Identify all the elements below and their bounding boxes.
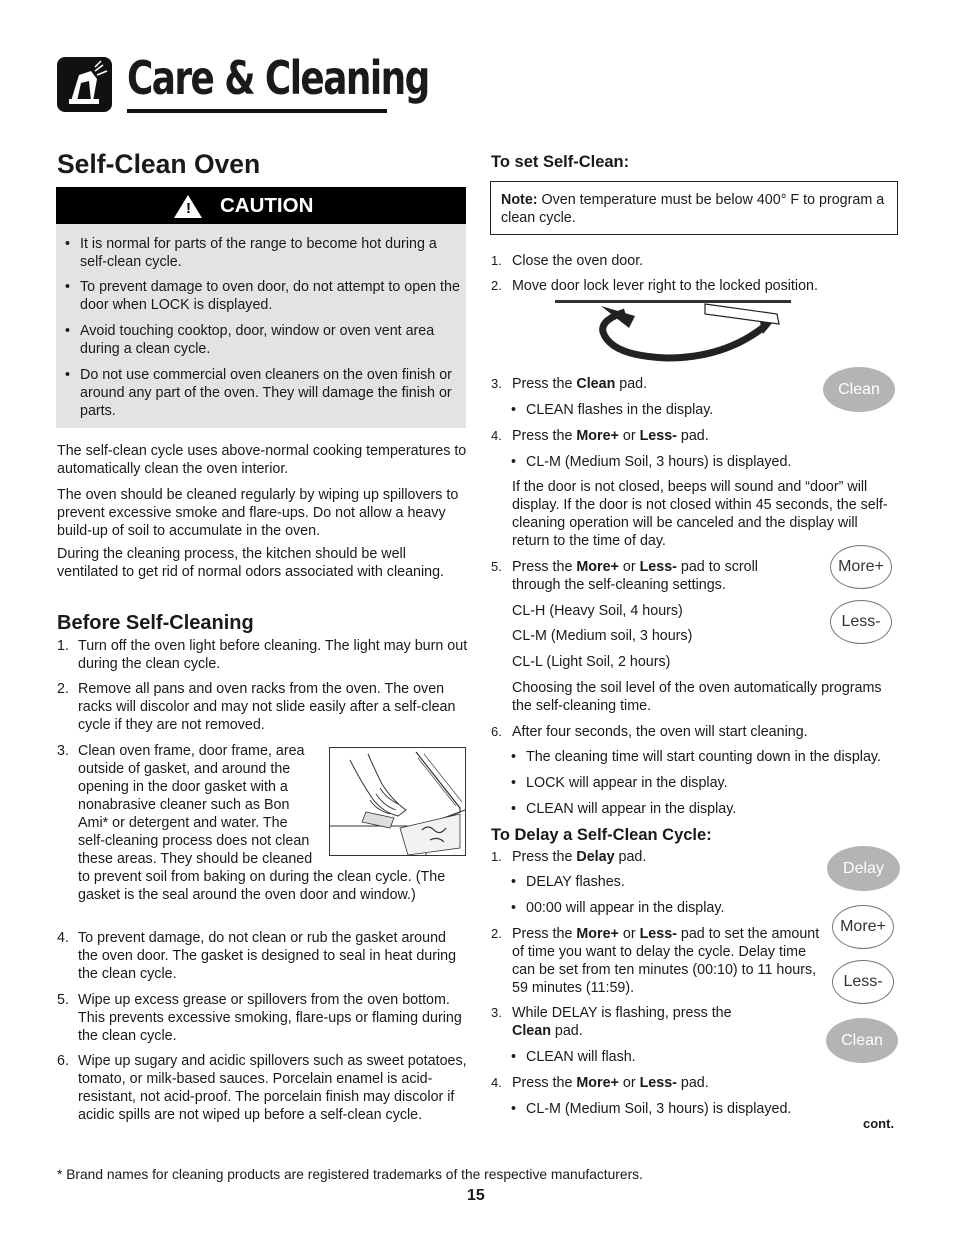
more-pad-button: More+ [832, 905, 894, 949]
list-item: After four seconds, the oven will start cleaning. [512, 724, 808, 740]
less-pad-button: Less- [832, 960, 894, 1004]
header-rule [127, 109, 387, 113]
list-item: Press the More+ or Less- pad. [512, 1075, 709, 1091]
bullet-item: • CLEAN will appear in the display. [526, 800, 906, 818]
soil-option: CL-M (Medium soil, 3 hours) [512, 628, 693, 644]
intro-paragraph: During the cleaning process, the kitchen should be well ventilated to get rid of normal odors associated with cleaning. [57, 546, 445, 580]
bullet-item: • DELAY flashes. [526, 873, 826, 891]
less-pad-button: Less- [830, 600, 892, 644]
caution-label: CAUTION [220, 194, 314, 217]
bullet-item: • CL-M (Medium Soil, 3 hours) is displayed. [526, 1100, 826, 1118]
caution-item: • To prevent damage to oven door, do not attempt to open the door when LOCK is displayed. [80, 278, 460, 314]
section-title: Self-Clean Oven [57, 149, 261, 179]
intro-paragraph: The self-clean cycle uses above-normal cooking temperatures to automatically clean the oven interior. [57, 443, 467, 477]
note-box: Note: Oven temperature must be below 400° F to program a clean cycle. [490, 181, 898, 235]
list-item: Turn off the oven light before cleaning. The light may burn out during the clean cycle. [78, 638, 468, 672]
soil-option: CL-H (Heavy Soil, 4 hours) [512, 603, 683, 619]
clean-pad-button: Clean [826, 1018, 898, 1063]
oven-cleaning-illustration [329, 747, 466, 856]
caution-banner: ! CAUTION [56, 187, 466, 224]
bullet-item: • CLEAN will flash. [526, 1048, 826, 1066]
bullet-item: • 00:00 will appear in the display. [526, 899, 826, 917]
list-item: Press the More+ or Less- pad. [512, 428, 709, 444]
bullet-item: • CLEAN flashes in the display. [526, 401, 826, 419]
list-item: Press the More+ or Less- pad to scroll through the self-cleaning settings. [512, 559, 758, 593]
list-item: Wipe up sugary and acidic spillovers such as sweet potatoes, tomato, or milk-based sauces. Porcelain enamel is acid-resistant, not acid-proof. The porcelain finish may discolor if acidic spills are not wiped up before a self-clean cycle. [78, 1053, 467, 1123]
cleaning-spray-icon [57, 57, 112, 112]
before-steps-list: 1. Turn off the oven light before cleaning. The light may burn out during the clean cycle. 2. Remove all pans and oven racks from the oven. The oven racks will discolor and may not slide easily after a self-clean cycle if they are not removed. 3. Clean oven frame, door frame, area outside of gasket, and around the opening in the door gasket with a nonabrasive cleaner such as Bon Ami* or detergent and water. The self-cleaning process does not clean these areas. They should be cleaned to prevent soil from baking on during the clean cycle. (The gasket is the seal around the oven door and window.) 4. To prevent damage, do not clean or rub the gasket around the oven door. The gasket is designed to seal in heat during the clean cycle. 5. Wipe up excess grease or spillovers from the oven bottom. This prevents excessive smoking, flare-ups or flaming during the clean cycle. 6. Wipe up sugary and acidic spillovers such as sweet potatoes, tomato, or milk-based sauces. Porcelain enamel is acid-resistant, not acid-proof. The porcelain finish may discolor if acidic spills are not wiped up before a self-clean cycle. [57, 638, 468, 1123]
paragraph: If the door is not closed, beeps will sound and “door” will display. If the door is not closed within 45 seconds, the self-cleaning operation will be canceled and the display will return to the time of day. [512, 479, 888, 549]
paragraph: Choosing the soil level of the oven automatically programs the self-cleaning time. [512, 680, 882, 714]
list-item: Press the Delay pad. [512, 849, 647, 865]
list-item: Press the More+ or Less- pad to set the amount of time you want to delay the cycle. Delay time can be set from ten minutes (00:10) to 11 hours, 59 minutes (11:59). [512, 926, 820, 996]
caution-item: • Avoid touching cooktop, door, window or oven vent area during a clean cycle. [80, 322, 460, 358]
list-item: Wipe up excess grease or spillovers from the oven bottom. This prevents excessive smoking, flare-ups or flaming during the clean cycle. [78, 992, 462, 1044]
page-header-title: Care & Cleaning [127, 51, 429, 105]
bullet-item: • CL-M (Medium Soil, 3 hours) is displayed. [526, 453, 898, 471]
before-cleaning-title: Before Self-Cleaning [57, 612, 254, 634]
list-item: Close the oven door. [512, 253, 644, 269]
more-pad-button: More+ [830, 545, 892, 589]
caution-item: • Do not use commercial oven cleaners on the oven finish or around any part of the oven. They will damage the finish or parts. [80, 366, 460, 420]
list-item: Clean oven frame, door frame, area outside of gasket, and around the opening in the door gasket with a nonabrasive cleaner such as Bon Ami* or detergent and water. The self-cleaning process does not clean these areas. They should be cleaned to prevent soil from baking on during the clean cycle. (The gasket is the seal around the oven door and window.) [78, 743, 446, 903]
set-self-clean-title: To set Self-Clean: [491, 153, 630, 171]
clean-pad-button: Clean [823, 367, 895, 412]
bullet-item: • The cleaning time will start counting down in the display. [526, 748, 906, 766]
footnote: * Brand names for cleaning products are registered trademarks of the respective manufacturers. [57, 1167, 643, 1182]
caution-item: • It is normal for parts of the range to become hot during a self-clean cycle. [80, 235, 460, 271]
continued-label: cont. [863, 1116, 895, 1131]
soil-option: CL-L (Light Soil, 2 hours) [512, 654, 671, 670]
door-lock-lever-illustration [555, 298, 795, 366]
delay-pad-button: Delay [827, 846, 900, 891]
delay-title: To Delay a Self-Clean Cycle: [491, 826, 712, 844]
intro-paragraph: The oven should be cleaned regularly by wiping up spillovers to prevent excessive smoke and flare-ups. Do not allow a heavy build-up of soil to accumulate in the oven. [57, 487, 459, 539]
page-number: 15 [467, 1187, 485, 1204]
list-item: While DELAY is flashing, press the Clean pad. [512, 1005, 732, 1039]
list-item: Move door lock lever right to the locked position. [512, 278, 818, 294]
caution-box [56, 224, 466, 428]
bullet-item: • LOCK will appear in the display. [526, 774, 906, 792]
list-item: To prevent damage, do not clean or rub the gasket around the oven door. The gasket is designed to seal in heat during the clean cycle. [78, 930, 457, 982]
list-item: Remove all pans and oven racks from the oven. The oven racks will discolor and may not slide easily after a self-clean cycle if they are not removed. [78, 681, 456, 733]
list-item: Press the Clean pad. [512, 376, 648, 392]
